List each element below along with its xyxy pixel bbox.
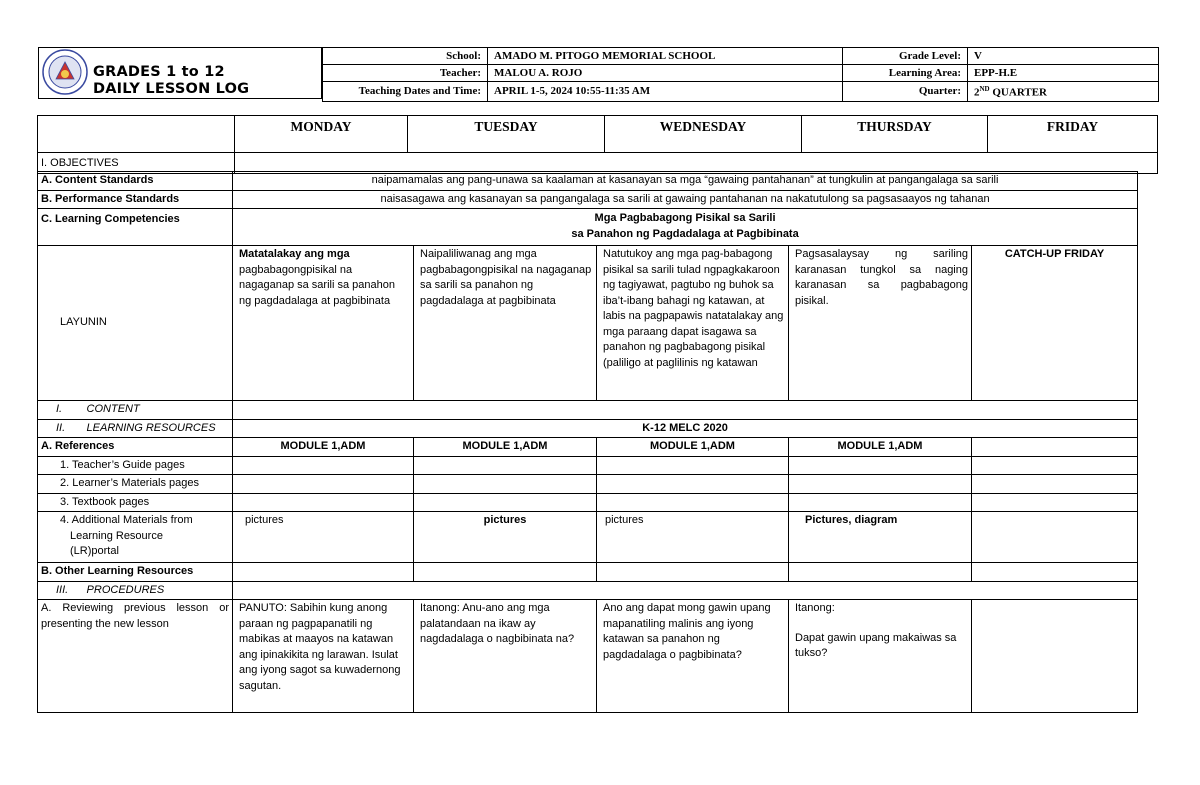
school-value: AMADO M. PITOGO MEMORIAL SCHOOL (488, 48, 843, 65)
school-label: School: (323, 48, 488, 65)
reviewing-thursday-line-1: Itanong: (795, 602, 835, 614)
quarter-suffix: ND (979, 85, 990, 93)
teacher-label: Teacher: (323, 65, 488, 82)
textbook-monday (233, 493, 414, 512)
day-thursday: THURSDAY (802, 116, 988, 153)
teaching-dates-value: APRIL 1-5, 2024 10:55-11:35 AM (488, 82, 843, 102)
teachers-guide-friday (972, 456, 1138, 475)
additional-monday: pictures (233, 512, 414, 563)
learning-area-value: EPP-H.E (968, 65, 1159, 82)
layunin-wednesday: Natutukoy ang mga pag-babagong pisikal sa sarili tulad ngpagkakaroon ng tagiyawat, pagtubo ng buhok sa iba’t-ibang bahagi ng katawan, at labis na pagpapawis natatalakay ang mga paraang dapat isagawa sa panahon ng pagbabagong pisikal (paliligo at paglilinis ng katawan (597, 246, 789, 401)
layunin-tuesday: Naipaliliwanag ang mga pagbabagongpisikal na nagaganap sa sarili sa panahon ng pagdadalaga at pagbibinata (414, 246, 597, 401)
teacher-value: MALOU A. ROJO (488, 65, 843, 82)
days-header-table (37, 115, 1158, 174)
quarter-value (968, 82, 1159, 102)
content-label: I. CONTENT (38, 401, 233, 420)
title-line-1: GRADES 1 to 12 (93, 64, 225, 80)
additional-thursday: Pictures, diagram (789, 512, 972, 563)
teachers-guide-label: 1. Teacher’s Guide pages (38, 456, 233, 475)
layunin-monday-lead: Matatalakay ang mga (239, 248, 350, 260)
teachers-guide-monday (233, 456, 414, 475)
performance-standards-text: naisasagawa ang kasanayan sa pangangalaga sa sarili at gawaing pantahanan na nakatutulong sa pagsasaayos ng tahanan (233, 190, 1138, 209)
teachers-guide-thursday (789, 456, 972, 475)
reviewing-thursday-spacer (795, 617, 968, 631)
quarter-word: QUARTER (989, 86, 1047, 99)
other-resources-wednesday (597, 563, 789, 582)
references-tuesday: MODULE 1,ADM (414, 438, 597, 457)
layunin-monday-text: pagbabagongpisikal na nagaganap sa sarili sa panahon ng pagdadalaga at pagbibinata (239, 263, 395, 307)
additional-tuesday: pictures (414, 512, 597, 563)
additional-materials-line-2: Learning Resource (70, 529, 163, 542)
layunin-label: LAYUNIN (38, 246, 233, 401)
learners-materials-friday (972, 475, 1138, 494)
additional-materials-line-1: 4. Additional Materials from (60, 514, 193, 526)
quarter-number: 2 (974, 86, 980, 99)
header-info-table (322, 47, 1159, 102)
textbook-wednesday (597, 493, 789, 512)
reviewing-thursday-line-2: Dapat gawin upang makaiwas sa tukso? (795, 631, 957, 659)
learners-materials-tuesday (414, 475, 597, 494)
learning-competencies-label: C. Learning Competencies (38, 209, 233, 246)
additional-materials-line-3: (LR)portal (70, 545, 119, 557)
additional-wednesday: pictures (597, 512, 789, 563)
other-resources-friday (972, 563, 1138, 582)
content-blank (233, 401, 1138, 420)
learners-materials-monday (233, 475, 414, 494)
objectives-label: I. OBJECTIVES (38, 153, 235, 174)
day-friday: FRIDAY (988, 116, 1158, 153)
layunin-friday: CATCH-UP FRIDAY (972, 246, 1138, 401)
content-standards-label: A. Content Standards (38, 172, 233, 191)
performance-standards-label: B. Performance Standards (38, 190, 233, 209)
teachers-guide-wednesday (597, 456, 789, 475)
day-tuesday: TUESDAY (408, 116, 605, 153)
quarter-label: Quarter: (843, 82, 968, 102)
reviewing-thursday (789, 600, 972, 713)
competency-line-1: Mga Pagbabagong Pisikal sa Sarili (594, 212, 776, 224)
additional-friday (972, 512, 1138, 563)
textbook-label: 3. Textbook pages (38, 493, 233, 512)
deped-seal-logo (42, 49, 88, 95)
references-friday (972, 438, 1138, 457)
learning-area-label: Learning Area: (843, 65, 968, 82)
grade-level-label: Grade Level: (843, 48, 968, 65)
textbook-tuesday (414, 493, 597, 512)
lesson-log-table (37, 171, 1138, 713)
learning-competencies-text (233, 209, 1138, 246)
learning-resources-value: K-12 MELC 2020 (233, 419, 1138, 438)
reviewing-monday: PANUTO: Sabihin kung anong paraan ng pagpapanatili ng mabikas at maayos na katawan ang ipinakikita ng larawan. Isulat ang iyong sagot sa kuwadernong sagutan. (233, 600, 414, 713)
day-monday: MONDAY (235, 116, 408, 153)
layunin-thursday: Pagsasalaysay ng sariling karanasan tungkol sa naging karanasan sa pagbabagong pisikal. (789, 246, 972, 401)
learners-materials-wednesday (597, 475, 789, 494)
other-resources-label: B. Other Learning Resources (38, 563, 233, 582)
teaching-dates-label: Teaching Dates and Time: (323, 82, 488, 102)
learners-materials-thursday (789, 475, 972, 494)
textbook-thursday (789, 493, 972, 512)
day-wednesday: WEDNESDAY (605, 116, 802, 153)
other-resources-tuesday (414, 563, 597, 582)
competency-line-2: sa Panahon ng Pagdadalaga at Pagbibinata (571, 227, 799, 240)
title-line-2: DAILY LESSON LOG (93, 81, 250, 97)
references-wednesday: MODULE 1,ADM (597, 438, 789, 457)
procedures-label: III. PROCEDURES (38, 581, 233, 600)
learning-resources-label: II. LEARNING RESOURCES (38, 419, 233, 438)
textbook-friday (972, 493, 1138, 512)
reviewing-friday (972, 600, 1138, 713)
reviewing-wednesday: Ano ang dapat mong gawin upang mapanatiling malinis ang iyong katawan sa panahon ng pagdadalaga o pagbibinata? (597, 600, 789, 713)
learners-materials-label: 2. Learner’s Materials pages (38, 475, 233, 494)
layunin-monday (233, 246, 414, 401)
additional-materials-label (38, 512, 233, 563)
other-resources-thursday (789, 563, 972, 582)
content-standards-text: naipamamalas ang pang-unawa sa kaalaman at kasanayan sa mga “gawaing pantahanan” at tungkulin at pangangalaga sa sarili (233, 172, 1138, 191)
other-resources-monday (233, 563, 414, 582)
procedures-blank (233, 581, 1138, 600)
reviewing-tuesday: Itanong: Anu-ano ang mga palatandaan na ikaw ay nagdadalaga o nagbibinata na? (414, 600, 597, 713)
reviewing-label: A. Reviewing previous lesson or presenting the new lesson (38, 600, 233, 713)
teachers-guide-tuesday (414, 456, 597, 475)
references-thursday: MODULE 1,ADM (789, 438, 972, 457)
references-label: A. References (38, 438, 233, 457)
days-header-blank (38, 116, 235, 153)
references-monday: MODULE 1,ADM (233, 438, 414, 457)
grade-level-value: V (968, 48, 1159, 65)
